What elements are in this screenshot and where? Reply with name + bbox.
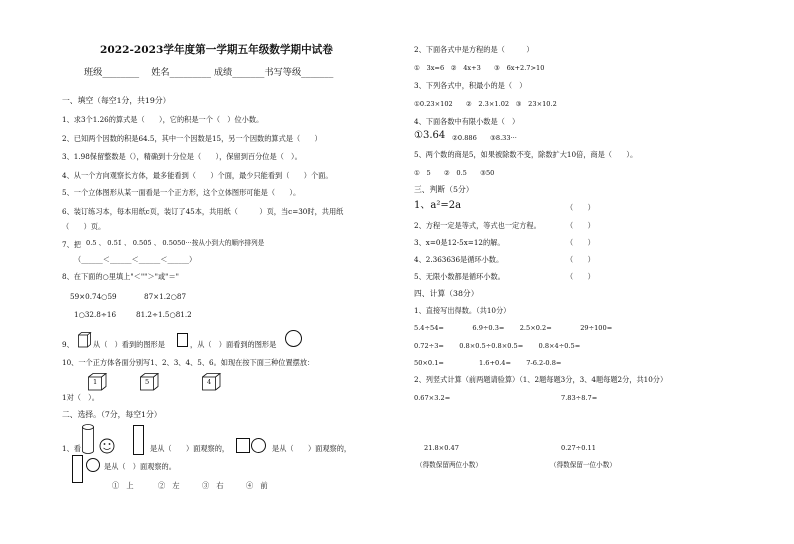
tall-rectangle-view-icon xyxy=(72,455,83,483)
calc-row-2: 0.72÷3= 0.8×0.5÷0.8×0.5= 0.8×4÷0.5= xyxy=(414,342,581,350)
judge-5-answer[interactable]: （ ） xyxy=(566,272,595,281)
option-top: ① 上 xyxy=(112,481,134,490)
calc-row-3: 50×0.1= 1.6+0.4= 7-6.2-0.8= xyxy=(414,359,562,367)
question-4: 4、从一个方向观察长方体，最多能看到（ ）个面，最少只能看到（ ）个面。 xyxy=(62,171,333,180)
cube-1-icon xyxy=(88,373,108,391)
choice-1-part-2: 是从（ ）面观察的， xyxy=(272,444,352,453)
judge-3: 3、x=0是12-5x=12的解。 xyxy=(414,238,505,247)
student-info-fields: 班级________ 姓名_________ 成绩_______书写等级_______ xyxy=(84,67,334,78)
choice-4: 4、下面各数中有限小数是（ ） xyxy=(414,117,520,126)
vertical-calc-3: 21.8×0.47 xyxy=(424,444,459,452)
choice-5-options: ① 5 ② 0.5 ③50 xyxy=(414,169,495,177)
calc-part-2-heading: 2、列竖式计算（前两题请验算）（1、2题每题3分，3、4题每题2分，共10分） xyxy=(414,375,668,384)
question-6-line-1: 6、装订练习本，每本用纸c页，装订了45本，共用纸（ ）页，当c=30时，共用纸 xyxy=(62,207,344,216)
vertical-calc-1: 0.67×3.2= xyxy=(414,394,451,402)
cube-3-label: 4 xyxy=(207,378,212,386)
choice-1-part-1: 是从（ ）面观察的， xyxy=(150,444,230,453)
rectangle-view-icon xyxy=(133,425,144,455)
choice-4-option-1: ①3.64 xyxy=(414,130,446,141)
choice-1-part-3: 是从（ ）面观察的。 xyxy=(104,462,176,471)
question-7-numbers: 0.5 、 0.5̇1̇ 、 0.50̇5̇ 、 0.5050···按从小到大的顺序排列是 xyxy=(86,239,265,247)
judge-4-answer[interactable]: （ ） xyxy=(566,255,595,264)
choice-3-options: ①0.23×102 ② 2.3×1.02 ③ 23×10.2 xyxy=(414,100,557,108)
smiley-face-icon xyxy=(99,438,115,454)
choice-1-lead: 1、看 xyxy=(62,444,81,453)
judge-2: 2、方程一定是等式，等式也一定方程。 xyxy=(414,221,541,230)
cube-2-icon xyxy=(140,373,160,391)
vertical-calc-2: 7.83÷8.7= xyxy=(561,394,598,402)
calc-part-1-heading: 1、直接写出得数。（共10分） xyxy=(414,306,511,315)
section-choice-heading: 二、选择。（7分，每空1分） xyxy=(62,410,162,419)
question-6-line-2: （ ）页。 xyxy=(62,222,106,231)
judge-5: 5、无限小数都是循环小数。 xyxy=(414,272,505,281)
question-9-middle: 从（ ）看到的图形是 xyxy=(93,340,165,349)
vertical-calc-3-note: （得数保留两位小数） xyxy=(416,461,482,469)
vertical-calc-4: 0.27÷0.11 xyxy=(561,444,596,452)
cube-1-label: 1 xyxy=(93,378,98,386)
choice-3: 3、下列各式中，积最小的是（ ） xyxy=(414,81,527,90)
page-title: 2022-2023学年度第一学期五年级数学期中试卷 xyxy=(100,44,333,56)
choice-2-options: ① 3x=6 ② 4x+3 ③ 6x+2.7>10 xyxy=(414,64,545,72)
cylinder-figure-icon xyxy=(82,424,94,454)
question-8: 8、在下面的○里填上"＜""＞"或"＝" xyxy=(62,272,179,281)
question-8-item-3: 1○32.8÷16 xyxy=(74,310,117,319)
question-9-tail: ，从（ ）面看到的图形是 xyxy=(190,340,277,349)
question-2: 2、已知两个因数的积是64.5，其中一个因数是15，另一个因数的算式是（ ） xyxy=(62,134,322,143)
calc-row-1: 5.4÷54= 6.9÷0.3= 2.5×0.2= 29÷100= xyxy=(414,324,613,332)
question-7-lead: 7、把 xyxy=(62,240,81,249)
cube-2-label: 5 xyxy=(145,378,150,386)
option-front: ④ 前 xyxy=(246,481,268,490)
option-right: ③ 右 xyxy=(202,481,224,490)
choice-4-options: ②0.886 ③8.33··· xyxy=(452,134,517,142)
section-calc-heading: 四、计算（38分） xyxy=(414,289,479,298)
section-fill-blank-heading: 一、填空（每空1分，共19分） xyxy=(62,96,171,105)
cuboid-figure-icon xyxy=(78,332,92,348)
vertical-calc-4-note: （得数保留一位小数） xyxy=(550,461,616,469)
choice-2: 2、下面各式中是方程的是（ ） xyxy=(414,45,534,54)
question-5: 5、一个立体图形从某一面看是一个正方形，这个立体图形可能是（ ）。 xyxy=(62,188,301,197)
circle-view-icon-2 xyxy=(251,438,266,453)
square-view-icon xyxy=(177,333,188,347)
option-left: ② 左 xyxy=(158,481,180,490)
choice-5: 5、两个数的商是5，如果被除数不变，除数扩大10倍，商是（ ）。 xyxy=(414,150,638,159)
judge-4: 4、2.363636是循环小数。 xyxy=(414,255,504,264)
question-1: 1、求3个1.26的算式是（ ），它的积是一个（ ）位小数。 xyxy=(62,115,264,124)
judge-1-answer[interactable]: （ ） xyxy=(566,203,595,212)
judge-2-answer[interactable]: （ ） xyxy=(566,221,595,230)
question-7-blank: （______＜______＜______＜______） xyxy=(74,255,197,264)
section-judge-heading: 三、判断（5分） xyxy=(414,185,474,194)
question-3-text: 3、1.98保留整数是（），精确到十分位是（ ），保留到百分位是（ ）。 xyxy=(62,152,302,161)
circle-view-icon xyxy=(285,330,302,347)
square-view-icon-2 xyxy=(236,438,250,453)
question-8-item-2: 87×1.2○87 xyxy=(144,292,187,301)
face-outline-icon xyxy=(86,458,100,472)
question-10: 10、一个正方体各面分别写1、2、3、4、5、6。如现在按下面三种位置摆放： xyxy=(62,358,315,367)
judge-1: 1、a²=2a xyxy=(414,200,462,211)
question-9-lead: 9、 xyxy=(62,340,74,349)
question-8-item-4: 81.2÷1.5○81.2 xyxy=(136,310,192,319)
judge-3-answer[interactable]: （ ） xyxy=(566,238,595,247)
question-10-tail: 1对（ ）。 xyxy=(62,393,99,402)
question-8-item-1: 59×0.74○59 xyxy=(70,292,117,301)
cube-3-icon xyxy=(202,373,222,391)
